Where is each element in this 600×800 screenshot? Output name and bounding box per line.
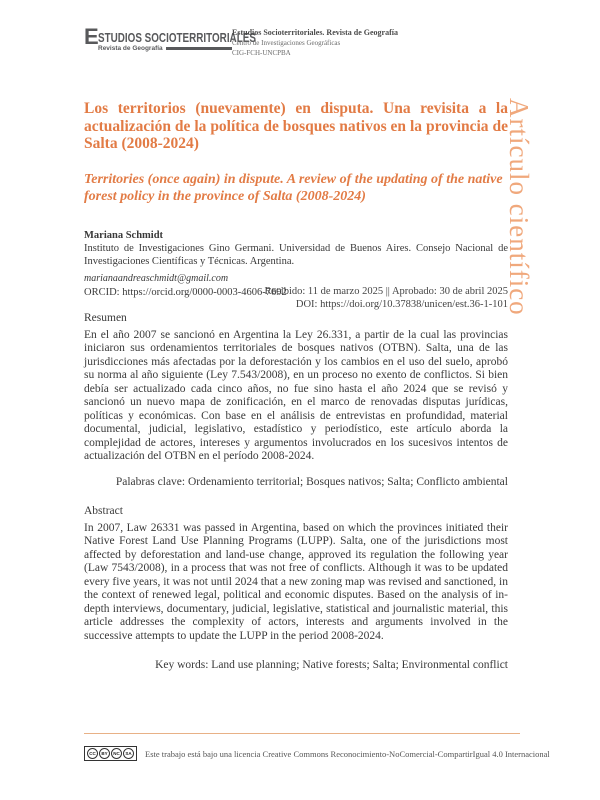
- received-approved-dates: Recibido: 11 de marzo 2025 || Aprobado: 30 de abril 2025: [264, 286, 508, 297]
- author-name: Mariana Schmidt: [84, 230, 164, 241]
- journal-title: Estudios Socioterritoriales. Revista de Geografía: [232, 28, 398, 37]
- palabras-clave: Palabras clave: Ordenamiento territorial; Bosques nativos; Salta; Conflicto ambiental: [115, 476, 508, 488]
- journal-logo-name: STUDIOS SOCIOTERRITORIALES: [97, 30, 256, 45]
- key-words: Key words: Land use planning; Native forests; Salta; Environmental conflict: [155, 659, 508, 671]
- license-footer: [84, 746, 550, 761]
- doi-link[interactable]: DOI: https://doi.org/10.37838/unicen/est.36-1-101: [295, 298, 508, 310]
- journal-logo-subtitle-row: [84, 45, 232, 52]
- article-meta-block: [84, 286, 508, 311]
- license-text: Este trabajo está bajo una licencia Creative Commons Reconocimiento-NoComercial-CompartirIgual 4.0 Internacional: [145, 748, 550, 759]
- resumen-heading: Resumen: [84, 312, 127, 324]
- logo-bar-rule: [166, 47, 232, 50]
- article-type-side-label: Artículo científico: [504, 98, 534, 316]
- journal-acronym: CIG-FCH-UNCPBA: [232, 49, 291, 57]
- footer-rule: [84, 733, 520, 734]
- article-title-spanish: Los territorios (nuevamente) en disputa. Una revisita a la actualización de la política de bosques nativos en la provincia de Salta (2008-2024): [84, 100, 508, 152]
- cc-icon: CC: [87, 748, 98, 759]
- author-affiliation: Instituto de Investigaciones Gino Germani. Universidad de Buenos Aires. Consejo Nacional de Investigaciones Científicas y Técnicas. Argentina.: [84, 243, 508, 267]
- abstract-heading: Abstract: [84, 505, 123, 517]
- cc-by-icon: BY: [99, 748, 110, 759]
- journal-logo: [84, 24, 256, 52]
- author-orcid-link[interactable]: ORCID: https://orcid.org/0000-0003-4606-7692: [84, 287, 287, 298]
- cc-nc-icon: NC: [111, 748, 122, 759]
- resumen-text: En el año 2007 se sancionó en Argentina la Ley 26.331, a partir de la cual las provincias iniciaron sus ordenamientos territoriales de bosques nativos (OTBN). Salta, una de las jurisdicciones más afectadas por la deforestación y los cambios en el uso del suelo, aprobó su norma al año siguiente (Ley 7.543/2008), en un proceso no exento de conflictos. Si bien debía ser actualizado cada cinco años, no fue sino hasta el año 2024 que se revisó y sancionó un nuevo mapa de zonificación, en el marco de renovadas disputas jurídicas, políticas y económicas. Con base en el análisis de entrevistas en profundidad, material documental, judicial, legislativo, estadístico y periodístico, este artículo aborda la complejidad de actores, intereses y argumentos involucrados en los sucesivos intentos de actualización del OTBN en el período 2008-2024.: [84, 329, 508, 463]
- journal-center: Centro de Investigaciones Geográficas: [232, 39, 341, 47]
- cc-sa-icon: SA: [123, 748, 134, 759]
- author-email-link[interactable]: marianaandreaschmidt@gmail.com: [84, 273, 229, 284]
- creative-commons-badge[interactable]: [84, 746, 137, 761]
- journal-logo-subtitle: Revista de Geografía: [98, 45, 163, 52]
- journal-info-block: [232, 29, 452, 58]
- abstract-text: In 2007, Law 26331 was passed in Argentina, based on which the provinces initiated their Native Forest Land Use Planning Programs (LUPP). Salta, one of the jurisdictions most affected by deforestation and land-use change, approved its regulation the following year (Law 7543/2008), in a process that was not free of conflicts. Although it was to be updated every five years, it was not until 2024 that a new zoning map was revised and sanctioned, in the context of renewed legal, political and economic disputes. Based on the analysis of in-depth interviews, documentary, judicial, legislative, statistical and journalistic material, this article addresses the complexity of actors, interests and arguments involved in the successive attempts to update the LUPP in the period 2008-2024.: [84, 522, 508, 642]
- journal-logo-initial: E: [84, 24, 98, 49]
- article-title-english: Territories (once again) in dispute. A review of the updating of the native forest policy in the province of Salta (2008-2024): [84, 172, 503, 204]
